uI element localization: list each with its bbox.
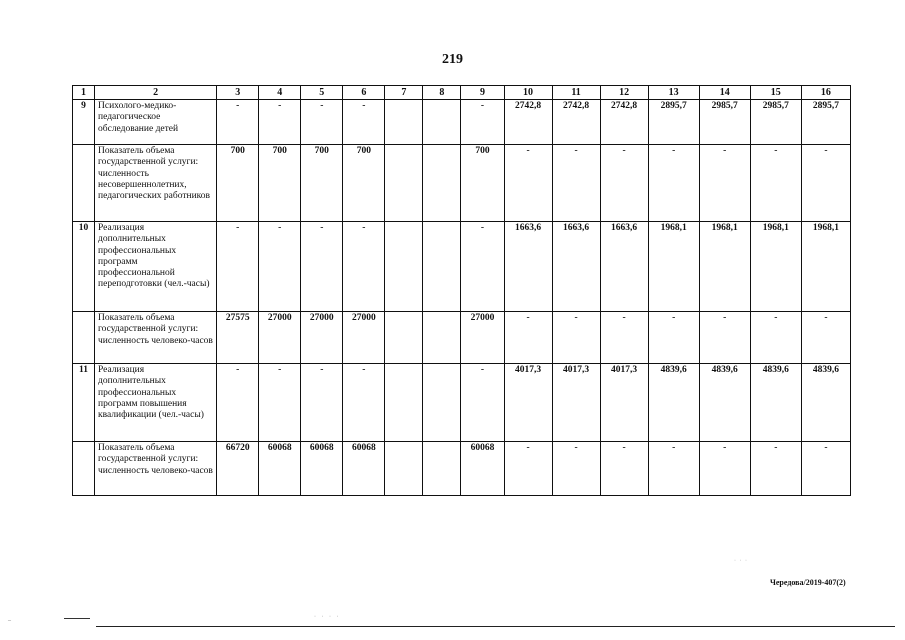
table-cell: 1968,1 xyxy=(699,222,750,312)
table-cell: - xyxy=(301,364,343,442)
table-cell: 4017,3 xyxy=(504,364,552,442)
table-cell: 60068 xyxy=(461,442,504,496)
document-code: Чередова/2019-407(2) xyxy=(770,578,846,587)
row-number: 11 xyxy=(73,364,95,442)
table-cell: - xyxy=(648,312,699,364)
table-cell: - xyxy=(217,364,259,442)
table-cell: 1968,1 xyxy=(750,222,801,312)
table-cell: - xyxy=(801,145,850,222)
table-cell: - xyxy=(217,100,259,145)
table-cell: - xyxy=(259,364,301,442)
header-row xyxy=(73,86,851,100)
table-cell xyxy=(385,100,423,145)
table-cell: 1968,1 xyxy=(648,222,699,312)
table-cell: 700 xyxy=(343,145,385,222)
table-cell: - xyxy=(343,222,385,312)
table-cell: 1968,1 xyxy=(801,222,850,312)
table-cell: 1663,6 xyxy=(504,222,552,312)
table-cell: - xyxy=(343,364,385,442)
table-cell: - xyxy=(504,442,552,496)
table-cell: 27000 xyxy=(259,312,301,364)
table-cell: 27000 xyxy=(461,312,504,364)
table-cell: - xyxy=(750,442,801,496)
table-cell: - xyxy=(648,442,699,496)
col-header: 2 xyxy=(95,86,217,100)
table-cell: - xyxy=(801,312,850,364)
budget-table xyxy=(72,85,851,496)
table-cell: - xyxy=(699,312,750,364)
row-number: 9 xyxy=(73,100,95,145)
table-cell: - xyxy=(600,312,648,364)
col-header: 10 xyxy=(504,86,552,100)
footer-dots: · · · · xyxy=(314,614,341,620)
table-row xyxy=(73,364,851,442)
table-cell: 700 xyxy=(301,145,343,222)
table-cell: 2985,7 xyxy=(750,100,801,145)
table-cell: 2985,7 xyxy=(699,100,750,145)
row-number xyxy=(73,442,95,496)
table-cell: - xyxy=(343,100,385,145)
col-header: 8 xyxy=(423,86,461,100)
table-cell: - xyxy=(750,145,801,222)
col-header: 7 xyxy=(385,86,423,100)
table-cell xyxy=(423,364,461,442)
col-header: 15 xyxy=(750,86,801,100)
table-cell: - xyxy=(461,364,504,442)
table-cell: - xyxy=(217,222,259,312)
table-cell: - xyxy=(552,145,600,222)
table-cell: - xyxy=(600,145,648,222)
table-row xyxy=(73,442,851,496)
table-cell: 27000 xyxy=(343,312,385,364)
row-number: 10 xyxy=(73,222,95,312)
scan-mark: · · · xyxy=(734,558,748,564)
table-cell: - xyxy=(461,100,504,145)
table-cell xyxy=(385,442,423,496)
table-cell: 2895,7 xyxy=(648,100,699,145)
table-cell: 60068 xyxy=(259,442,301,496)
table-cell: - xyxy=(461,222,504,312)
table-cell: - xyxy=(504,312,552,364)
table-row xyxy=(73,222,851,312)
table-cell: 60068 xyxy=(301,442,343,496)
table-cell: 700 xyxy=(461,145,504,222)
table-cell: 60068 xyxy=(343,442,385,496)
table-cell: - xyxy=(648,145,699,222)
table-cell: 27000 xyxy=(301,312,343,364)
table-cell: 27575 xyxy=(217,312,259,364)
col-header: 3 xyxy=(217,86,259,100)
table-row xyxy=(73,100,851,145)
table-cell: - xyxy=(259,222,301,312)
col-header: 13 xyxy=(648,86,699,100)
table-row xyxy=(73,312,851,364)
footer-dash xyxy=(64,618,90,619)
table-cell: - xyxy=(504,145,552,222)
table-cell xyxy=(423,442,461,496)
table-cell: 4017,3 xyxy=(552,364,600,442)
col-header: 5 xyxy=(301,86,343,100)
table-cell: - xyxy=(699,145,750,222)
table-cell: 66720 xyxy=(217,442,259,496)
row-name: Показатель объема государственной услуги: численность человеко-часов xyxy=(95,442,217,496)
table-cell: - xyxy=(259,100,301,145)
col-header: 11 xyxy=(552,86,600,100)
table-cell: 700 xyxy=(259,145,301,222)
table-cell: 2895,7 xyxy=(801,100,850,145)
page-number: 219 xyxy=(442,52,463,67)
row-name: Показатель объема государственной услуги: численность человеко-часов xyxy=(95,312,217,364)
table-cell: 1663,6 xyxy=(600,222,648,312)
row-name: Реализация дополнительных профессиональных программ профессиональной переподготовки (чел.-часы) xyxy=(95,222,217,312)
table-cell: - xyxy=(600,442,648,496)
row-name: Психолого-медико-педагогическое обследование детей xyxy=(95,100,217,145)
col-header: 12 xyxy=(600,86,648,100)
table-cell: 2742,8 xyxy=(600,100,648,145)
table-cell: - xyxy=(552,312,600,364)
table-cell xyxy=(385,364,423,442)
col-header: 6 xyxy=(343,86,385,100)
col-header: 16 xyxy=(801,86,850,100)
row-number xyxy=(73,312,95,364)
table-cell: - xyxy=(699,442,750,496)
table-cell: 4839,6 xyxy=(648,364,699,442)
table-cell: 2742,8 xyxy=(552,100,600,145)
table-cell: 4839,6 xyxy=(750,364,801,442)
table-cell xyxy=(423,312,461,364)
row-name: Реализация дополнительных профессиональных программ повышения квалификации (чел.-часы) xyxy=(95,364,217,442)
col-header: 4 xyxy=(259,86,301,100)
table-cell: - xyxy=(750,312,801,364)
row-number xyxy=(73,145,95,222)
footer-rule xyxy=(96,626,895,627)
table-row xyxy=(73,145,851,222)
table-cell: 1663,6 xyxy=(552,222,600,312)
col-header: 9 xyxy=(461,86,504,100)
table-cell xyxy=(385,312,423,364)
table-cell xyxy=(423,100,461,145)
table-cell: - xyxy=(301,222,343,312)
table-cell: 700 xyxy=(217,145,259,222)
table-cell xyxy=(385,222,423,312)
row-name: Показатель объема государственной услуги: численность несовершеннолетних, педагогических работников xyxy=(95,145,217,222)
table-cell xyxy=(423,145,461,222)
table-cell: - xyxy=(552,442,600,496)
footer-mark: – xyxy=(8,618,11,624)
col-header: 1 xyxy=(73,86,95,100)
table-cell xyxy=(423,222,461,312)
table-cell: 2742,8 xyxy=(504,100,552,145)
table-cell xyxy=(385,145,423,222)
table-cell: 4017,3 xyxy=(600,364,648,442)
table-cell: - xyxy=(801,442,850,496)
col-header: 14 xyxy=(699,86,750,100)
table-cell: - xyxy=(301,100,343,145)
table-cell: 4839,6 xyxy=(699,364,750,442)
table-cell: 4839,6 xyxy=(801,364,850,442)
